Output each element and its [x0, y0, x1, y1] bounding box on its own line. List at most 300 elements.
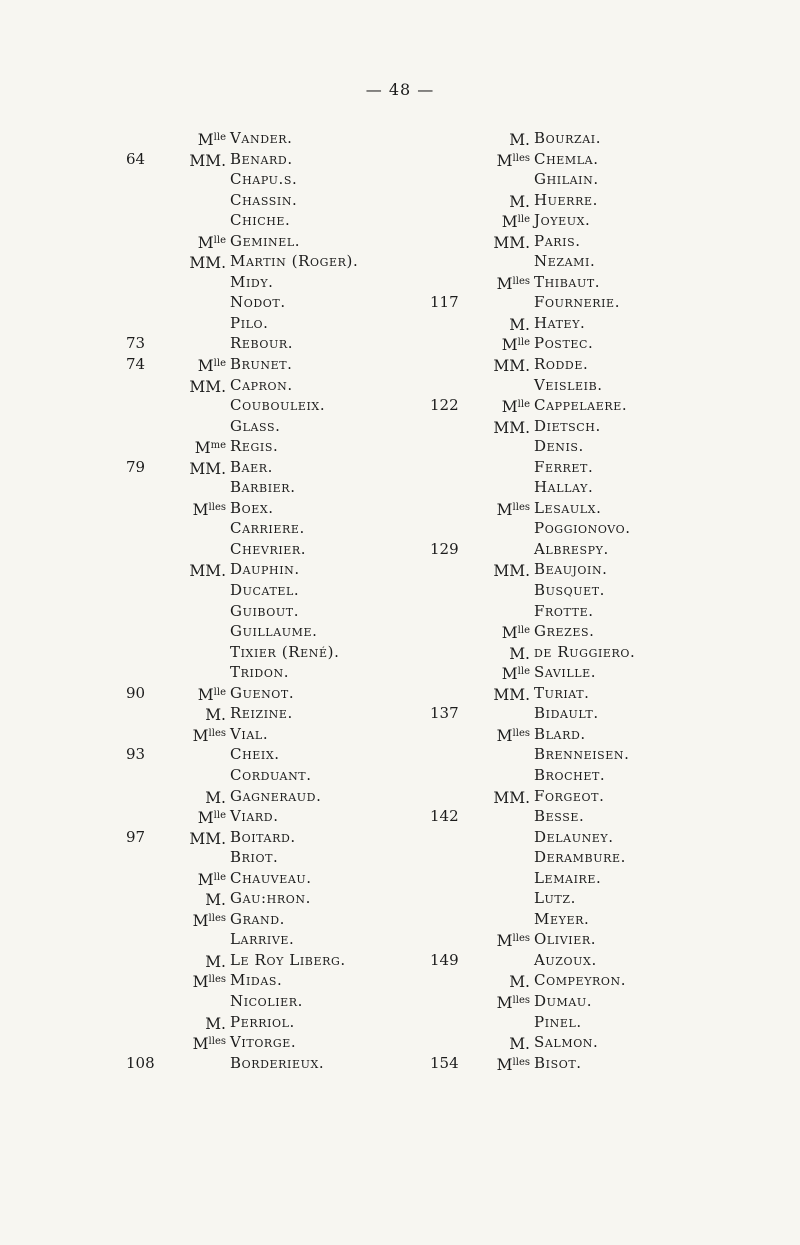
person-name: Bisot.	[534, 1053, 582, 1072]
honorific	[509, 190, 530, 213]
list-item	[126, 1053, 426, 1074]
honorific-main: MM.	[189, 377, 226, 396]
honorific-main: MM.	[493, 357, 530, 376]
person-name: Denis.	[534, 437, 584, 456]
honorific	[189, 149, 226, 172]
honorific-suffix: lle	[213, 358, 226, 370]
list-item	[430, 929, 760, 950]
person-name: Olivier.	[534, 930, 597, 949]
list-item	[126, 416, 426, 437]
person-name: Blard.	[534, 724, 586, 743]
honorific-main: M	[197, 233, 214, 252]
honorific	[189, 559, 226, 582]
list-item	[430, 744, 760, 765]
list-item	[430, 1012, 760, 1033]
person-name: Coubouleix.	[230, 396, 326, 415]
list-item	[430, 169, 760, 190]
list-item	[430, 251, 760, 272]
list-item	[430, 1032, 760, 1053]
person-name: Turiat.	[534, 683, 590, 702]
person-name: Martin (Roger).	[230, 252, 359, 271]
honorific	[205, 888, 226, 911]
list-item	[430, 416, 760, 437]
honorific	[497, 1053, 530, 1076]
person-name: Vitorge.	[230, 1033, 297, 1052]
list-item	[126, 786, 426, 807]
list-item	[126, 847, 426, 868]
person-name: Joyeux.	[534, 211, 591, 230]
person-name: Gau:hron.	[230, 889, 311, 908]
list-item	[126, 395, 426, 416]
list-item	[430, 703, 760, 724]
honorific	[193, 970, 226, 993]
honorific-main: MM.	[189, 829, 226, 848]
person-name: Derambure.	[534, 848, 626, 867]
honorific-main: M	[197, 870, 214, 889]
list-item	[430, 272, 760, 293]
entry-number: 108	[126, 1053, 155, 1072]
list-item	[126, 169, 426, 190]
honorific-main: M	[496, 993, 513, 1012]
person-name: Guibout.	[230, 601, 300, 620]
list-item	[430, 724, 760, 745]
person-name: Meyer.	[534, 909, 590, 928]
honorific-suffix: lles	[208, 727, 226, 739]
list-item	[126, 806, 426, 827]
honorific	[502, 395, 530, 418]
honorific-main: M	[197, 131, 214, 149]
honorific	[509, 642, 530, 665]
honorific-suffix: lle	[213, 871, 226, 883]
person-name: Viard.	[230, 807, 279, 826]
honorific	[205, 703, 226, 726]
honorific-main: M.	[205, 891, 226, 910]
honorific-main: M.	[205, 788, 226, 807]
person-name: Chiche.	[230, 211, 291, 230]
honorific-suffix: lle	[517, 214, 530, 226]
list-item	[430, 231, 760, 252]
person-name: Rebour.	[230, 334, 294, 353]
person-name: Midy.	[230, 272, 274, 291]
list-item	[430, 498, 760, 519]
person-name: Hatey.	[534, 313, 586, 332]
person-name: Chassin.	[230, 190, 298, 209]
honorific-main: MM.	[189, 562, 226, 581]
list-item	[126, 292, 426, 313]
person-name: Grand.	[230, 909, 286, 928]
list-item	[126, 498, 426, 519]
honorific-main: M.	[205, 952, 226, 971]
list-item	[126, 210, 426, 231]
list-item	[126, 929, 426, 950]
honorific-main: M	[496, 1055, 513, 1074]
list-item	[430, 354, 760, 375]
list-item	[126, 272, 426, 293]
person-name: Postec.	[534, 334, 594, 353]
person-name: Delauney.	[534, 827, 614, 846]
entry-number: 97	[126, 827, 146, 846]
honorific	[502, 210, 530, 233]
honorific-main: M	[501, 398, 518, 417]
person-name: Borderieux.	[230, 1053, 325, 1072]
honorific-main: M.	[509, 973, 530, 992]
honorific-suffix: lles	[512, 1056, 530, 1068]
list-item	[126, 642, 426, 663]
list-item	[430, 847, 760, 868]
entry-number: 154	[430, 1053, 459, 1072]
person-name: Pinel.	[534, 1012, 582, 1031]
honorific-main: M	[192, 911, 209, 930]
list-item	[430, 621, 760, 642]
list-item	[430, 991, 760, 1012]
person-name: Lutz.	[534, 889, 576, 908]
person-name: Vial.	[230, 724, 269, 743]
list-item	[126, 888, 426, 909]
person-name: Carriere.	[230, 519, 305, 538]
person-name: Beaujoin.	[534, 560, 608, 579]
list-item	[430, 395, 760, 416]
entry-number: 149	[430, 950, 459, 969]
list-item	[126, 868, 426, 889]
honorific	[205, 950, 226, 973]
list-item	[430, 477, 760, 498]
person-name: Glass.	[230, 416, 281, 435]
list-item	[126, 518, 426, 539]
honorific-main: M	[501, 213, 518, 232]
person-name: Nezami.	[534, 252, 596, 271]
list-item	[126, 313, 426, 334]
person-name: Dauphin.	[230, 560, 300, 579]
list-item	[430, 190, 760, 211]
honorific	[193, 724, 226, 747]
list-item	[430, 765, 760, 786]
list-item	[430, 601, 760, 622]
honorific-main: M	[496, 932, 513, 951]
person-name: Paris.	[534, 231, 581, 250]
person-name: Midas.	[230, 971, 283, 990]
honorific	[189, 251, 226, 274]
list-item	[430, 333, 760, 354]
honorific	[502, 621, 530, 644]
honorific-main: M.	[509, 315, 530, 334]
entry-number: 129	[430, 539, 459, 558]
honorific-suffix: lles	[512, 501, 530, 513]
honorific-main: M	[496, 274, 513, 293]
left-column	[126, 128, 426, 1073]
list-item	[126, 1012, 426, 1033]
honorific-main: M.	[509, 644, 530, 663]
person-name: Bidault.	[534, 704, 599, 723]
honorific	[198, 231, 226, 254]
person-name: Besse.	[534, 807, 585, 826]
person-name: Hallay.	[534, 478, 594, 497]
honorific	[198, 354, 226, 377]
honorific-suffix: lles	[512, 152, 530, 164]
honorific-suffix: lle	[213, 686, 226, 698]
honorific	[189, 827, 226, 850]
list-item	[126, 477, 426, 498]
person-name: Chapu.s.	[230, 170, 298, 189]
honorific	[193, 1032, 226, 1055]
list-item	[430, 210, 760, 231]
honorific	[193, 498, 226, 521]
entry-number: 90	[126, 683, 146, 702]
honorific-suffix: lle	[213, 132, 226, 143]
person-name: Salmon.	[534, 1033, 599, 1052]
honorific	[497, 991, 530, 1014]
entry-number: 73	[126, 334, 146, 353]
person-name: Dietsch.	[534, 416, 601, 435]
list-item	[430, 539, 760, 560]
honorific-suffix: lles	[512, 275, 530, 287]
list-item	[430, 868, 760, 889]
entry-number: 74	[126, 355, 146, 374]
entry-number: 93	[126, 745, 146, 764]
person-name: Boex.	[230, 498, 274, 517]
person-name: Bourzai.	[534, 129, 602, 147]
entry-number: 64	[126, 149, 146, 168]
person-name: Pilo.	[230, 313, 269, 332]
list-item	[430, 662, 760, 683]
honorific	[502, 333, 530, 356]
person-name: Huerre.	[534, 190, 598, 209]
honorific-suffix: lle	[517, 337, 530, 349]
list-item	[126, 601, 426, 622]
honorific-suffix: lle	[517, 399, 530, 411]
person-name: Benard.	[230, 149, 293, 168]
list-item	[126, 580, 426, 601]
person-name: Cheix.	[230, 745, 280, 764]
list-item	[126, 190, 426, 211]
list-item	[126, 231, 426, 252]
honorific	[502, 662, 530, 685]
honorific-main: M	[197, 357, 214, 376]
list-item	[430, 1053, 760, 1074]
person-name: Boitard.	[230, 827, 296, 846]
honorific-suffix: lles	[208, 912, 226, 924]
person-name: Larrive.	[230, 930, 295, 949]
list-item	[126, 128, 426, 149]
list-item	[126, 149, 426, 170]
list-item	[430, 970, 760, 991]
list-item	[126, 765, 426, 786]
honorific	[509, 313, 530, 336]
honorific-main: M	[197, 685, 214, 704]
honorific	[493, 231, 530, 254]
person-name: Lesaulx.	[534, 498, 602, 517]
person-name: Grezes.	[534, 622, 595, 641]
honorific-main: MM.	[189, 254, 226, 273]
person-name: Guenot.	[230, 683, 295, 702]
list-item	[126, 559, 426, 580]
person-name: Chauveau.	[230, 868, 312, 887]
honorific-main: MM.	[493, 418, 530, 437]
honorific-main: M	[501, 624, 518, 643]
honorific-main: M	[501, 665, 518, 684]
honorific-main: M.	[509, 1035, 530, 1054]
list-item	[126, 621, 426, 642]
entry-number: 142	[430, 807, 459, 826]
honorific	[198, 128, 226, 151]
list-item	[430, 436, 760, 457]
person-name: Regis.	[230, 437, 279, 456]
list-item	[430, 806, 760, 827]
honorific	[493, 354, 530, 377]
honorific-main: MM.	[189, 151, 226, 170]
person-name: Perriol.	[230, 1012, 295, 1031]
honorific	[493, 559, 530, 582]
person-name: Saville.	[534, 663, 597, 682]
person-name: Reizine.	[230, 704, 293, 723]
person-name: Ferret.	[534, 457, 594, 476]
list-item	[430, 559, 760, 580]
honorific-suffix: lles	[208, 501, 226, 513]
honorific-main: M.	[509, 192, 530, 211]
honorific-suffix: me	[210, 440, 226, 452]
honorific	[493, 683, 530, 706]
honorific-main: M	[194, 439, 211, 458]
person-name: Gagneraud.	[230, 786, 322, 805]
person-name: Brochet.	[534, 765, 606, 784]
person-name: Forgeot.	[534, 786, 605, 805]
honorific	[195, 436, 226, 459]
list-item	[430, 128, 760, 149]
list-item	[430, 580, 760, 601]
list-item	[126, 1032, 426, 1053]
person-name: Fournerie.	[534, 293, 621, 312]
list-item	[126, 375, 426, 396]
person-name: Corduant.	[230, 765, 312, 784]
honorific-suffix: lle	[213, 234, 226, 246]
person-name: Ducatel.	[230, 581, 300, 600]
honorific	[198, 868, 226, 891]
honorific-main: MM.	[189, 459, 226, 478]
list-item	[430, 457, 760, 478]
honorific	[497, 498, 530, 521]
person-name: Veisleib.	[534, 375, 603, 394]
honorific-main: M.	[205, 706, 226, 725]
list-item	[126, 539, 426, 560]
person-name: Baer.	[230, 457, 274, 476]
honorific	[497, 272, 530, 295]
honorific	[493, 786, 530, 809]
list-item	[126, 827, 426, 848]
list-item	[126, 991, 426, 1012]
honorific-suffix: lles	[512, 994, 530, 1006]
honorific-suffix: lle	[517, 625, 530, 637]
list-item	[430, 518, 760, 539]
list-item	[126, 457, 426, 478]
honorific-main: M	[192, 1035, 209, 1054]
list-item	[430, 375, 760, 396]
honorific	[205, 1012, 226, 1035]
list-item	[430, 313, 760, 334]
list-item	[126, 724, 426, 745]
person-name: Tridon.	[230, 663, 290, 682]
entry-number: 122	[430, 396, 459, 415]
person-name: Ghilain.	[534, 170, 599, 189]
list-item	[126, 909, 426, 930]
honorific	[509, 1032, 530, 1055]
person-name: Chemla.	[534, 149, 599, 168]
person-name: Nodot.	[230, 293, 286, 312]
honorific-suffix: lles	[512, 727, 530, 739]
honorific-suffix: lles	[208, 1036, 226, 1048]
person-name: Capron.	[230, 375, 293, 394]
list-item	[430, 149, 760, 170]
list-item	[126, 436, 426, 457]
person-name: Albrespy.	[534, 539, 609, 558]
honorific-main: M	[192, 726, 209, 745]
honorific	[497, 929, 530, 952]
person-name: Busquet.	[534, 581, 606, 600]
entry-number: 117	[430, 293, 459, 312]
list-item	[430, 683, 760, 704]
honorific	[509, 970, 530, 993]
honorific	[497, 149, 530, 172]
person-name: Vander.	[230, 129, 293, 147]
honorific-suffix: lle	[517, 666, 530, 678]
honorific-suffix: lle	[213, 810, 226, 822]
person-name: Thibaut.	[534, 272, 601, 291]
person-name: Brunet.	[230, 355, 293, 374]
honorific-main: MM.	[493, 685, 530, 704]
honorific-suffix: lles	[208, 974, 226, 986]
person-name: Le Roy Liberg.	[230, 950, 346, 969]
honorific	[193, 909, 226, 932]
list-item	[126, 683, 426, 704]
honorific-main: M.	[205, 1014, 226, 1033]
person-name: Frotte.	[534, 601, 594, 620]
list-item	[430, 292, 760, 313]
list-item	[126, 662, 426, 683]
list-item	[126, 354, 426, 375]
person-name: Lemaire.	[534, 868, 602, 887]
honorific	[189, 457, 226, 480]
person-name: Poggionovo.	[534, 519, 631, 538]
person-name: Dumau.	[534, 991, 593, 1010]
honorific-main: MM.	[493, 562, 530, 581]
honorific-suffix: lles	[512, 933, 530, 945]
person-name: Chevrier.	[230, 539, 307, 558]
page-number: — 48 —	[365, 80, 435, 99]
honorific-main: M	[192, 973, 209, 992]
person-name: Briot.	[230, 848, 279, 867]
list-item	[430, 950, 760, 971]
right-column	[430, 128, 760, 1073]
person-name: Guillaume.	[230, 622, 318, 641]
person-name: Geminel.	[230, 231, 301, 250]
list-item	[126, 251, 426, 272]
person-name: Compeyron.	[534, 971, 627, 990]
honorific	[509, 128, 530, 151]
honorific	[497, 724, 530, 747]
person-name: Barbier.	[230, 478, 296, 497]
list-item	[126, 333, 426, 354]
honorific-main: M	[197, 809, 214, 828]
list-item	[430, 888, 760, 909]
honorific-main: MM.	[493, 788, 530, 807]
person-name: Rodde.	[534, 355, 589, 374]
list-item	[430, 786, 760, 807]
entry-number: 137	[430, 704, 459, 723]
person-name: de Ruggiero.	[534, 642, 636, 661]
honorific-main: M	[496, 726, 513, 745]
honorific	[493, 416, 530, 439]
honorific-main: M	[501, 336, 518, 355]
honorific	[198, 806, 226, 829]
honorific-main: M	[496, 151, 513, 170]
